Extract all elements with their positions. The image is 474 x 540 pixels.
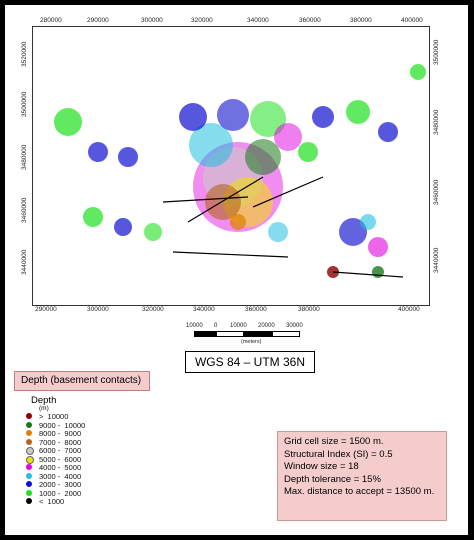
legend-swatch [26, 481, 32, 487]
legend-swatch [26, 422, 32, 428]
right-tick: 3460000 [433, 179, 440, 205]
top-tick: 340000 [247, 17, 269, 24]
scale-label: 20000 [258, 323, 275, 329]
param-line: Max. distance to accept = 13500 m. [284, 486, 435, 497]
legend-range: 1000 - 2000 [39, 488, 82, 498]
legend-swatch [26, 430, 32, 436]
legend-item [25, 489, 135, 498]
legend-range: 3000 - 4000 [39, 471, 82, 481]
scale-label: 30000 [286, 323, 303, 329]
legend-range: 2000 - 3000 [39, 480, 82, 489]
param-line: Structural Index (SI) = 0.5 [284, 448, 393, 460]
bottom-tick: 340000 [193, 306, 215, 313]
figure-panel [5, 5, 468, 535]
right-tick: 3440000 [433, 247, 440, 273]
top-tick: 360000 [299, 17, 321, 24]
scale-units: (meters) [241, 339, 262, 345]
bottom-tick: 360000 [245, 306, 267, 313]
scale-bar [188, 323, 308, 337]
right-tick: 3480000 [433, 109, 440, 135]
legend-swatch [26, 413, 32, 419]
top-tick: 400000 [401, 17, 423, 24]
top-tick: 290000 [87, 17, 109, 24]
scale-label: 10000 [186, 323, 203, 329]
bottom-tick: 400000 [398, 306, 420, 313]
param-line: Grid cell size = 1500 m. [284, 436, 384, 447]
legend-item [25, 446, 135, 455]
legend-item [25, 480, 135, 489]
param-line: Window size = 18 [284, 461, 359, 472]
legend-swatch [26, 473, 32, 479]
depth-solution-plot [33, 27, 429, 305]
scale-segment [244, 331, 272, 337]
legend-range: 9000 - 10000 [39, 420, 86, 430]
legend-range: 8000 - 9000 [39, 429, 82, 438]
param-line: Depth tolerance = 15% [284, 473, 381, 485]
legend-swatch [26, 439, 32, 445]
legend-range: 6000 - 7000 [39, 446, 82, 455]
solution-clusters [54, 64, 426, 278]
legend-unit: (m) [39, 405, 49, 412]
left-tick: 3460000 [21, 197, 28, 223]
legend-title: Depth [31, 395, 57, 406]
bottom-tick: 290000 [35, 306, 57, 313]
scale-label: 10000 [230, 323, 247, 329]
top-tick: 280000 [40, 17, 62, 24]
left-tick: 3500000 [21, 91, 28, 117]
legend-range: 5000 - 6000 [39, 454, 82, 464]
bottom-tick: 320000 [142, 306, 164, 313]
top-tick: 300000 [141, 17, 163, 24]
left-tick: 3440000 [21, 249, 28, 275]
left-tick: 3480000 [21, 144, 28, 170]
depth-box-title: Depth (basement contacts) [14, 371, 150, 391]
right-tick: 3500000 [433, 39, 440, 65]
scale-segment [194, 331, 216, 337]
depth-map [32, 26, 430, 306]
legend-range: 7000 - 8000 [39, 437, 82, 447]
legend-swatch [26, 490, 32, 496]
legend-item [25, 497, 135, 506]
scale-segment [216, 331, 244, 337]
legend-range: > 10000 [39, 412, 69, 421]
legend-item [25, 412, 135, 421]
legend-item [25, 421, 135, 430]
legend-item [25, 472, 135, 481]
projection-label: WGS 84 – UTM 36N [185, 351, 315, 373]
legend-range: 4000 - 5000 [39, 463, 82, 472]
top-tick: 320000 [191, 17, 213, 24]
depth-legend [25, 395, 135, 506]
legend-item [25, 463, 135, 472]
scale-segment [272, 331, 300, 337]
legend-item [25, 438, 135, 447]
legend-item [25, 429, 135, 438]
legend-swatch [26, 498, 32, 504]
left-tick: 3520000 [21, 41, 28, 67]
legend-swatch [26, 464, 32, 470]
top-tick: 380000 [350, 17, 372, 24]
scale-label: 0 [214, 323, 218, 329]
legend-item [25, 455, 135, 464]
bottom-tick: 380000 [298, 306, 320, 313]
legend-range: < 1000 [39, 497, 65, 506]
parameters-box [277, 431, 447, 521]
bottom-tick: 300000 [87, 306, 109, 313]
